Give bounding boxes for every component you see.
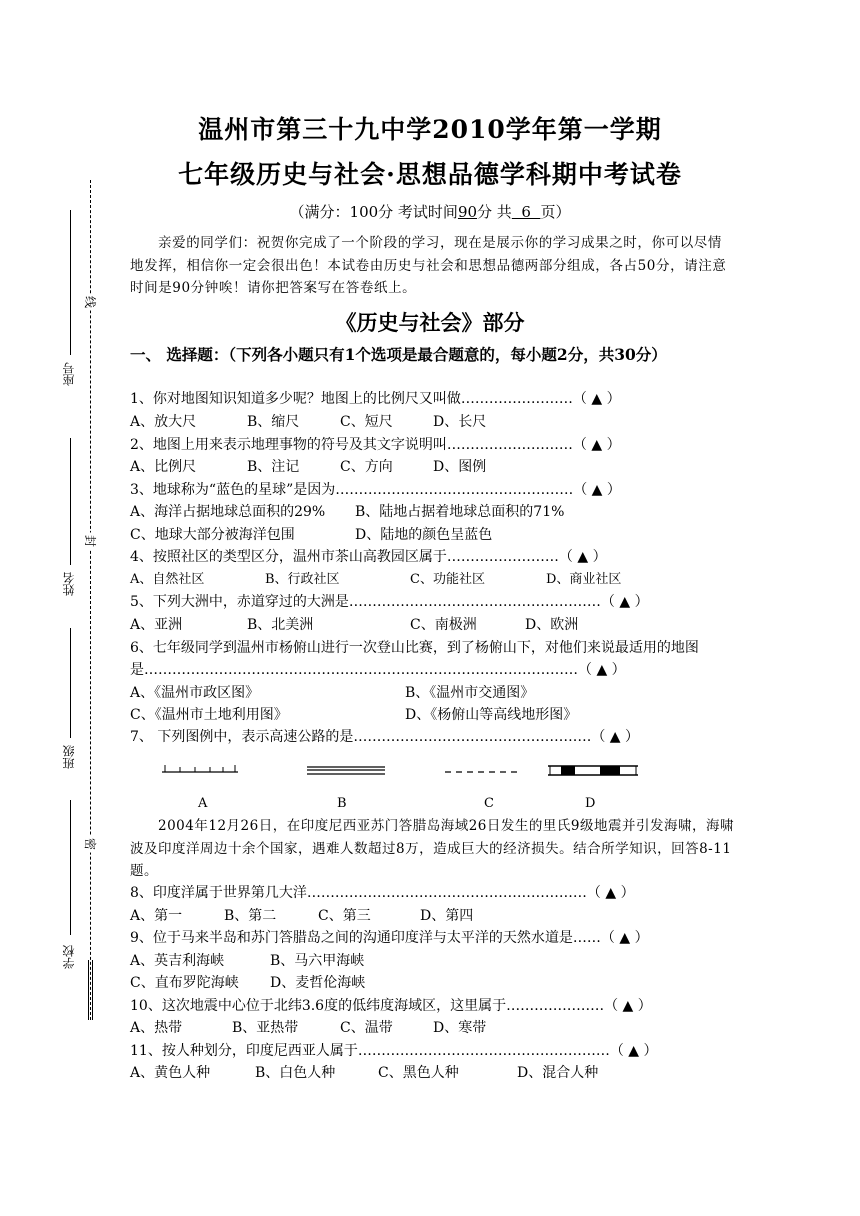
seal-word-seal: 封 xyxy=(84,533,97,548)
q5-option-a: A、亚洲 xyxy=(130,617,183,633)
q4-option-a: A、自然社区 xyxy=(130,572,205,587)
q4-option-c: C、功能社区 xyxy=(410,572,485,587)
exam-title-line2: 七年级历史与社会·思想品德学科期中考试卷 xyxy=(178,160,682,189)
q6-option-d: D、《杨俯山等高线地形图》 xyxy=(405,707,578,723)
passage-tsunami: 2004年12月26日，在印度尼西亚苏门答腊岛海域26日发生的里氏9级地震并引发海啸，海啸波及印度洋周边十余个国家，遇难人数超过8万，造成巨大的经济损失。结合所学知识，回答8-11题。 xyxy=(130,818,734,879)
school-underline-2 xyxy=(88,960,89,1020)
school-label: 学校 xyxy=(62,945,76,969)
intro-paragraph: 亲爱的同学们：祝贺你完成了一个阶段的学习，现在是展示你的学习成果之时，你可以尽情地发挥，相信你一定会很出色！本试卷由历史与社会和思想品德两部分组成，各占50分，请注意时间是90分钟唉！请你把答案写在答卷纸上。 xyxy=(130,235,727,296)
seat-label: 座号 xyxy=(62,362,76,386)
q9-option-c: C、直布罗陀海峡 xyxy=(130,975,239,991)
name-underline xyxy=(70,438,71,565)
q5-option-c: C、南极洲 xyxy=(410,617,477,633)
exam-title-line1: 温州市第三十九中学2010学年第一学期 xyxy=(198,115,662,144)
q9-option-d: D、麦哲伦海峡 xyxy=(270,975,366,991)
legend-symbol-b xyxy=(305,760,387,780)
q1-option-a: A、放大尺 xyxy=(130,414,197,430)
q11-option-b: B、白色人种 xyxy=(255,1065,336,1081)
name-label: 姓名 xyxy=(62,572,76,596)
q8-option-a: A、第一 xyxy=(130,908,183,924)
question-1: 1、你对地图知识知道多少呢？地图上的比例尺又叫做……………………（ ▲ ） xyxy=(130,391,621,407)
school-underline xyxy=(70,800,71,935)
q2-option-d: D、图例 xyxy=(433,459,487,475)
seal-word-secret: 密 xyxy=(84,836,97,851)
q3-option-c: C、地球大部分被海洋包围 xyxy=(130,527,295,543)
q7-option-a: A xyxy=(198,796,208,811)
info-time: 90 xyxy=(457,203,478,221)
school-underline-3 xyxy=(92,960,93,1020)
q1-option-d: D、长尺 xyxy=(433,414,487,430)
q9-option-b: B、马六甲海峡 xyxy=(270,953,365,969)
q4-option-b: B、行政社区 xyxy=(265,572,340,587)
question-4: 4、按照社区的类型区分，温州市茶山高教园区属于……………………（ ▲ ） xyxy=(130,549,607,565)
q1-option-b: B、缩尺 xyxy=(247,414,300,430)
q8-option-b: B、第二 xyxy=(224,908,277,924)
q8-option-c: C、第三 xyxy=(318,908,371,924)
q2-option-a: A、比例尺 xyxy=(130,459,197,475)
legend-symbol-c xyxy=(443,760,523,780)
q6-option-c: C、《温州市土地利用图》 xyxy=(130,707,288,723)
q2-option-c: C、方向 xyxy=(340,459,393,475)
q6-option-b: B、《温州市交通图》 xyxy=(405,685,535,701)
class-underline xyxy=(70,628,71,738)
question-6: 6、七年级同学到温州市杨俯山进行一次登山比赛，到了杨俯山下，对他们来说最适用的地图是…………………………………………………………………………………（ ▲ ） xyxy=(130,640,699,678)
question-2: 2、地图上用来表示地理事物的符号及其文字说明叫………………………（ ▲ ） xyxy=(130,437,621,453)
q2-option-b: B、注记 xyxy=(247,459,300,475)
question-9: 9、位于马来半岛和苏门答腊岛之间的沟通印度洋与太平洋的天然水道是……（ ▲ ） xyxy=(130,930,649,946)
q3-option-a: A、海洋占据地球总面积的29% xyxy=(130,504,326,520)
section-heading: 一、 选择题：（下列各小题只有1个选项是最合题意的，每小题2分，共30分） xyxy=(130,345,667,364)
question-8: 8、印度洋属于世界第几大洋……………………………………………………（ ▲ ） xyxy=(130,885,635,901)
q7-option-d: D xyxy=(585,796,596,811)
question-5: 5、下列大洲中，赤道穿过的大洲是………………………………………………（ ▲ ） xyxy=(130,594,649,610)
q10-option-b: B、亚热带 xyxy=(232,1020,299,1036)
q5-option-d: D、欧洲 xyxy=(525,617,579,633)
question-10: 10、这次地震中心位于北纬3.6度的低纬度海域区，这里属于…………………（ ▲ ） xyxy=(130,998,652,1014)
info-pages: 6 xyxy=(511,203,541,221)
q7-option-c: C xyxy=(484,796,494,811)
q11-option-a: A、黄色人种 xyxy=(130,1065,211,1081)
legend-symbol-d xyxy=(548,760,638,780)
question-7: 7、 下列图例中，表示高速公路的是……………………………………………（ ▲ ） xyxy=(130,729,640,745)
q6-option-a: A、《温州市政区图》 xyxy=(130,685,260,701)
q10-option-d: D、寒带 xyxy=(433,1020,487,1036)
info-mid: 分 共 xyxy=(477,203,512,221)
question-3: 3、地球称为“蓝色的星球”是因为……………………………………………（ ▲ ） xyxy=(130,482,621,498)
q10-option-c: C、温带 xyxy=(340,1020,393,1036)
q8-option-d: D、第四 xyxy=(420,908,474,924)
q9-option-a: A、英吉利海峡 xyxy=(130,953,225,969)
q4-option-d: D、商业社区 xyxy=(546,572,622,587)
q3-option-d: D、陆地的颜色呈蓝色 xyxy=(355,527,493,543)
question-11: 11、按人种划分，印度尼西亚人属于………………………………………………（ ▲ ） xyxy=(130,1043,658,1059)
q11-option-c: C、黑色人种 xyxy=(378,1065,459,1081)
class-label: 班级 xyxy=(62,745,76,769)
q10-option-a: A、热带 xyxy=(130,1020,183,1036)
exam-info xyxy=(0,201,860,222)
q3-option-b: B、陆地占据着地球总面积的71% xyxy=(355,504,565,520)
seal-word-line: 线 xyxy=(84,294,97,309)
q11-option-d: D、混合人种 xyxy=(517,1065,599,1081)
section-title: 《历史与社会》部分 xyxy=(335,310,525,335)
info-suffix: 页） xyxy=(540,203,571,221)
legend-symbol-a xyxy=(160,760,240,780)
info-prefix: （满分：100分 考试时间 xyxy=(289,203,458,221)
q1-option-c: C、短尺 xyxy=(340,414,393,430)
q5-option-b: B、北美洲 xyxy=(247,617,314,633)
q7-option-b: B xyxy=(337,796,347,811)
